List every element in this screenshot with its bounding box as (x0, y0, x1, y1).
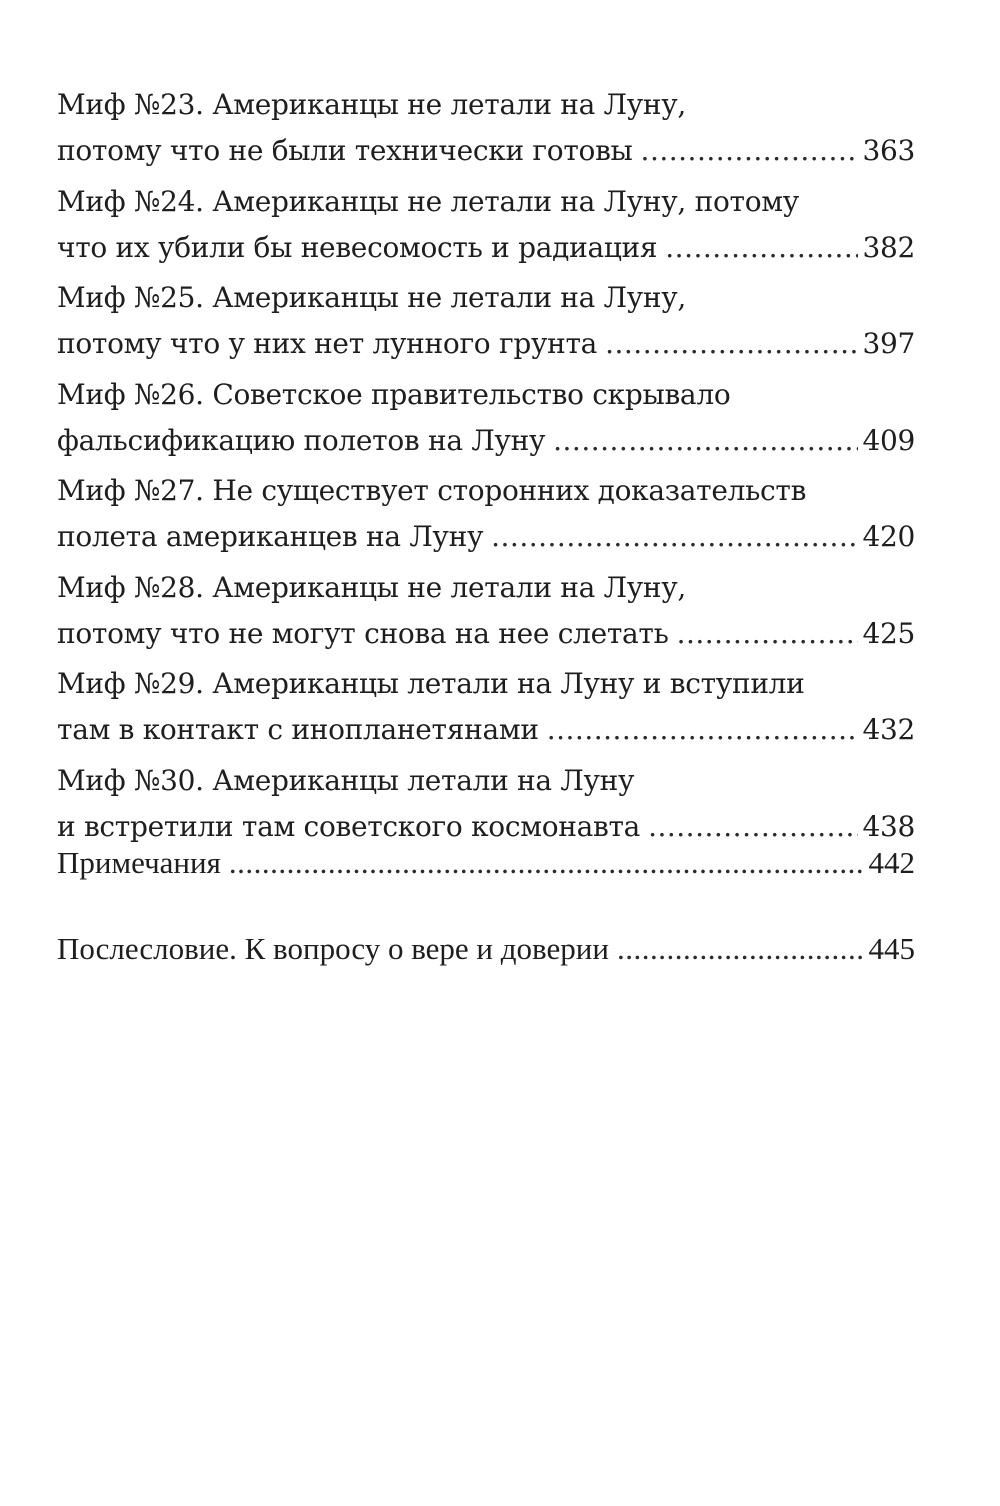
toc-entry-title-line-2 (57, 128, 915, 174)
dot-leader (605, 321, 858, 367)
toc-entry-title-line-2 (57, 321, 915, 367)
toc-page-number: 425 (862, 616, 915, 650)
toc-entry-title-line-2 (57, 418, 915, 464)
dot-leader (547, 707, 859, 753)
toc-entry-title-line-1: Миф №29. Американцы летали на Луну и вступили (57, 667, 805, 700)
toc-entry-title-end: что их убили бы невесомость и радиация (57, 230, 658, 264)
toc-entry-myth-23[interactable] (57, 82, 915, 179)
dot-leader (617, 926, 865, 972)
toc-entry-title-end: потому что у них нет лунного грунта (57, 327, 598, 360)
toc-page-number: 432 (862, 713, 915, 746)
toc-entry-title-line-1: Миф №26. Советское правительство скрывало (57, 377, 731, 411)
toc-page-number: 442 (868, 845, 915, 880)
dot-leader (665, 225, 858, 271)
dot-leader (491, 514, 858, 560)
toc-entry-myth-24[interactable] (57, 179, 915, 276)
toc-entry-title-end: и встретили там советского космонавта (57, 809, 641, 843)
toc-entry-myth-29[interactable] (57, 661, 915, 758)
toc-entry-title-line-2 (57, 611, 915, 657)
toc-page-number: 420 (862, 520, 915, 553)
toc-page-number: 382 (862, 230, 915, 264)
toc-entry-title-line-2 (57, 707, 915, 753)
toc-page-number: 397 (862, 327, 915, 360)
toc-entry-title: Примечания (57, 845, 221, 880)
toc-entry-line (57, 840, 915, 886)
dot-leader (641, 128, 859, 174)
table-of-contents (57, 82, 915, 986)
toc-page-number: 363 (862, 134, 915, 167)
toc-page-number: 409 (862, 423, 915, 457)
toc-entry-myth-27[interactable] (57, 468, 915, 565)
toc-entry-title-line-1: Миф №28. Американцы не летали на Луну, (57, 570, 687, 604)
toc-entry-title: Послесловие. К вопросу о вере и доверии (57, 931, 609, 966)
toc-entry-notes[interactable] (57, 840, 915, 902)
dot-leader (553, 418, 858, 464)
toc-entry-myth-25[interactable] (57, 275, 915, 372)
toc-entry-title-end: потому что не могут снова на нее слетать (57, 616, 669, 650)
toc-entry-title-line-2 (57, 225, 915, 271)
toc-entry-afterword[interactable] (57, 926, 915, 986)
toc-entry-title-end: полета американцев на Луну (57, 520, 484, 553)
toc-entry-title-line-1: Миф №23. Американцы не летали на Луну, (57, 88, 687, 121)
toc-entry-title-line-1: Миф №25. Американцы не летали на Луну, (57, 281, 687, 314)
toc-entry-title-line-1: Миф №24. Американцы не летали на Луну, потому (57, 184, 799, 218)
toc-entry-line (57, 926, 915, 972)
toc-entry-myth-26[interactable] (57, 372, 915, 469)
toc-entry-title-end: потому что не были технически готовы (57, 134, 633, 167)
toc-entry-title-line-1: Миф №30. Американцы летали на Луну (57, 763, 635, 797)
toc-entry-title-line-2 (57, 514, 915, 560)
toc-entry-title-end: фальсификацию полетов на Луну (57, 423, 546, 457)
toc-page-number: 438 (862, 809, 915, 843)
toc-entry-myth-28[interactable] (57, 565, 915, 662)
dot-leader (677, 611, 859, 657)
toc-entry-title-end: там в контакт с инопланетянами (57, 713, 539, 746)
toc-entry-title-line-1: Миф №27. Не существует сторонних доказательств (57, 474, 807, 507)
toc-page-number: 445 (868, 931, 915, 966)
dot-leader (229, 840, 865, 886)
